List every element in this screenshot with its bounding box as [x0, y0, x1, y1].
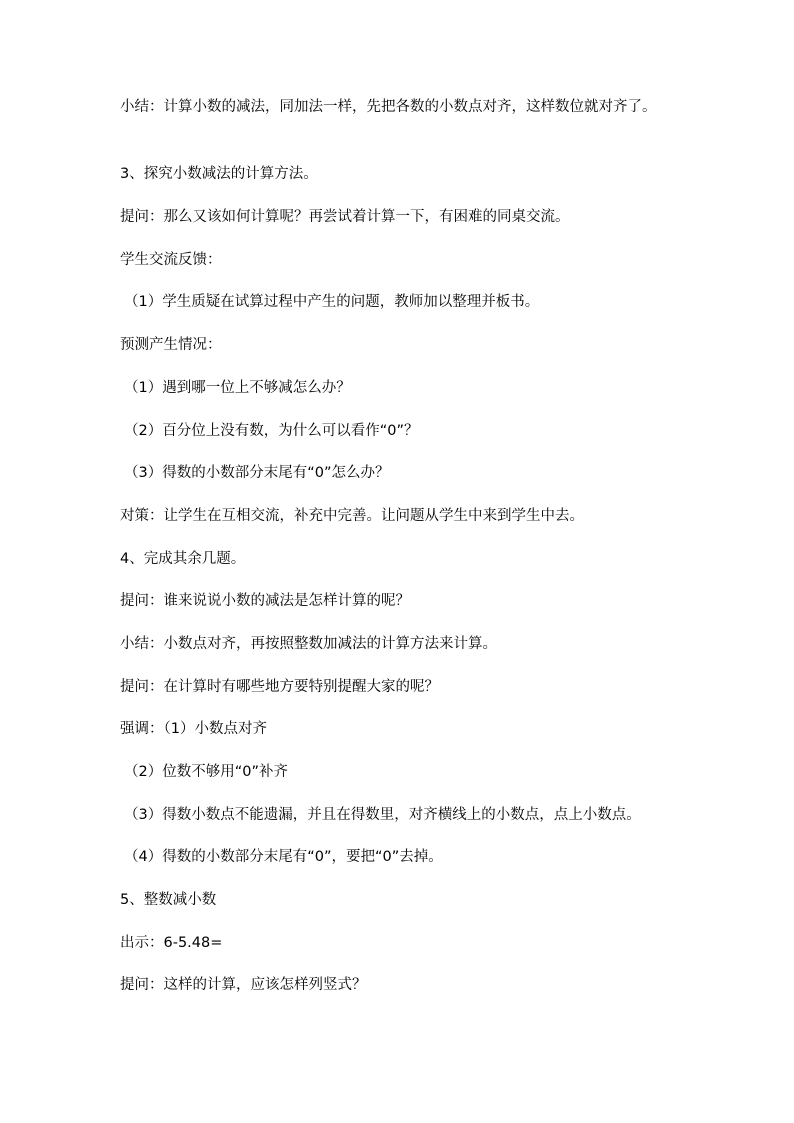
summary-align-decimal: 小结：小数点对齐，再按照整数加减法的计算方法来计算。 — [120, 636, 497, 652]
example-display: 出示：6-5.48= — [120, 935, 223, 951]
strategy-paragraph: 对策：让学生在互相交流，补充中完善。让问题从学生中来到学生中去。 — [120, 508, 584, 524]
prediction-item-3: （3）得数的小数部分末尾有“0”怎么办？ — [124, 465, 390, 481]
feedback-item-1: （1）学生质疑在试算过程中产生的问题，教师加以整理并板书。 — [124, 294, 540, 310]
emphasis-item-3: （3）得数小数点不能遗漏，并且在得数里，对齐横线上的小数点，点上小数点。 — [124, 807, 641, 823]
predicted-situations-label: 预测产生情况： — [120, 337, 222, 353]
emphasis-item-2: （2）位数不够用“0”补齐 — [124, 764, 288, 780]
question-how-to-calculate: 提问：那么又该如何计算呢？再尝试着计算一下，有困难的同桌交流。 — [120, 209, 570, 225]
section-5-heading: 5、整数减小数 — [120, 892, 217, 908]
question-who-explains: 提问：谁来说说小数的减法是怎样计算的呢？ — [120, 593, 410, 609]
section-4-heading: 4、完成其余几题。 — [120, 551, 246, 567]
prediction-item-1: （1）遇到哪一位上不够减怎么办？ — [124, 380, 351, 396]
student-feedback-label: 学生交流反馈： — [120, 252, 222, 268]
question-vertical-form: 提问：这样的计算，应该怎样列竖式？ — [120, 977, 367, 993]
section-3-heading: 3、探究小数减法的计算方法。 — [120, 166, 318, 182]
emphasis-item-4: （4）得数的小数部分末尾有“0”，要把“0”去掉。 — [124, 849, 443, 865]
emphasis-item-1: 强调：（1）小数点对齐 — [120, 721, 267, 737]
summary-subtraction-paragraph: 小结：计算小数的减法，同加法一样，先把各数的小数点对齐，这样数位就对齐了。 — [120, 99, 657, 115]
prediction-item-2: （2）百分位上没有数，为什么可以看作“0”？ — [124, 423, 419, 439]
question-reminders: 提问：在计算时有哪些地方要特别提醒大家的呢？ — [120, 679, 439, 695]
